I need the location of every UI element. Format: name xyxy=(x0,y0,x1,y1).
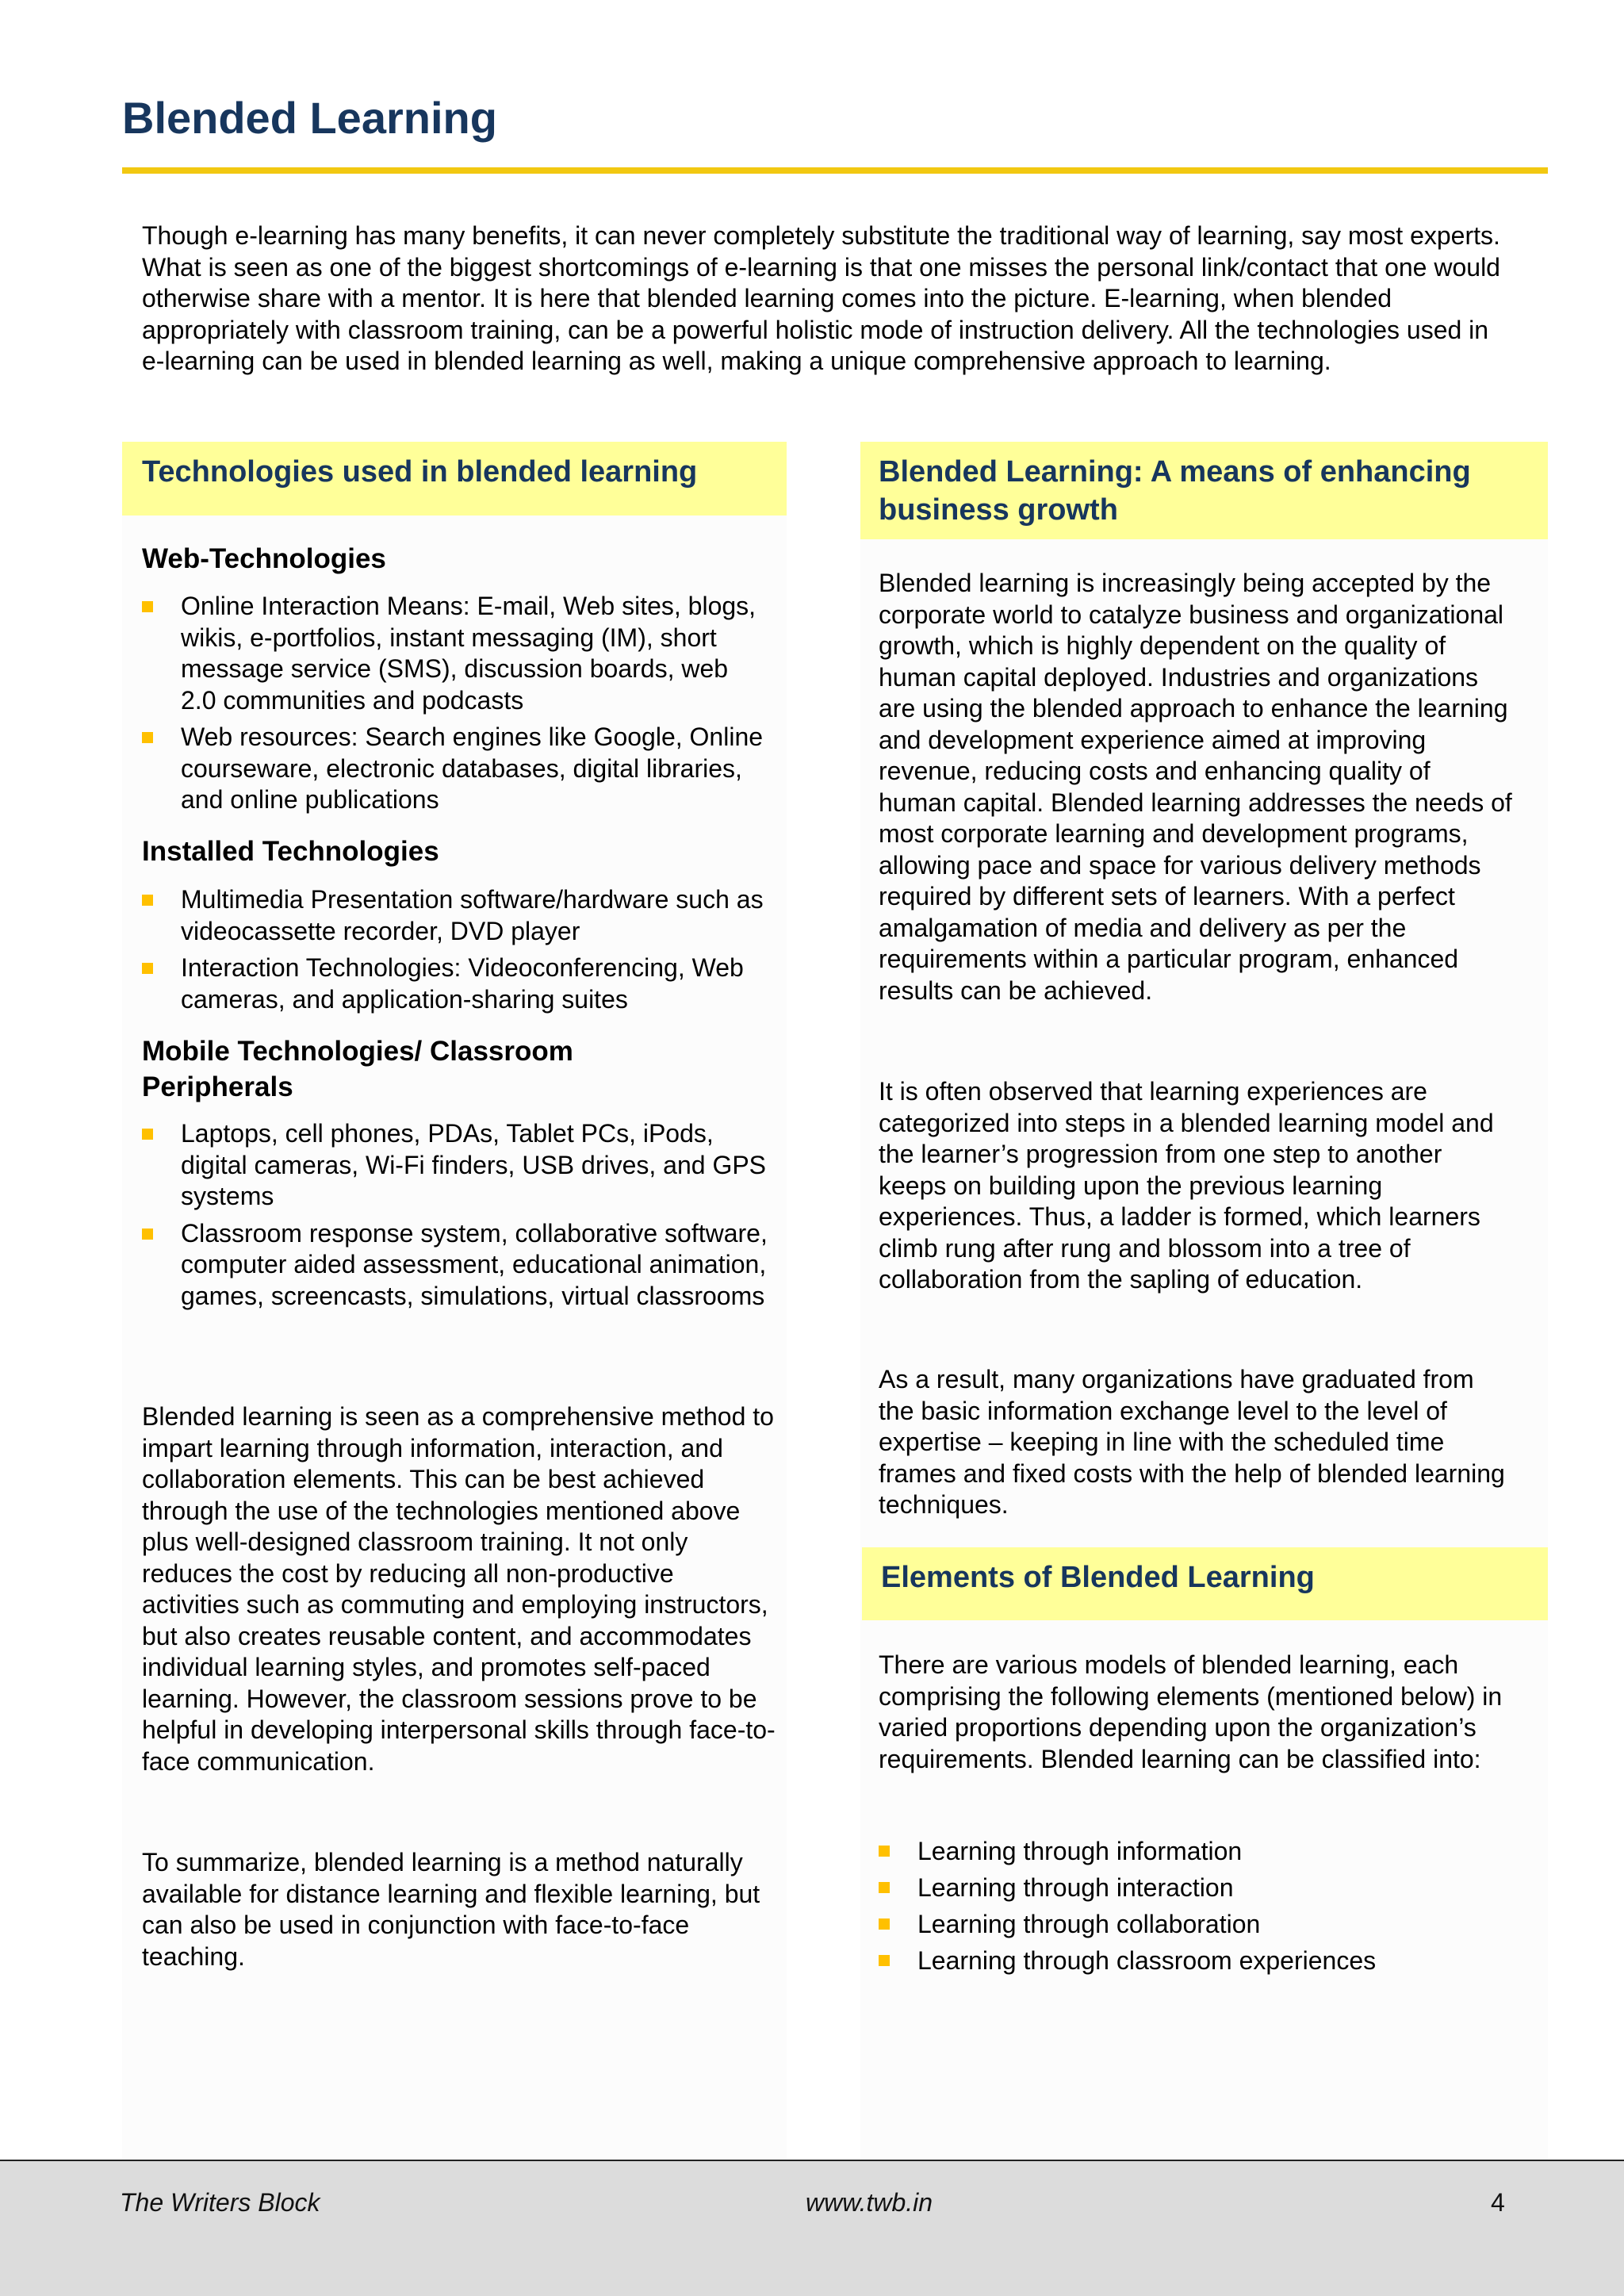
right-paragraph-3: As a result, many organizations have graduated from the basic information exchange level to the level of expertise – keeping in line with the scheduled time frames and fixed costs with the help of blended learning techniques. xyxy=(879,1365,1505,1519)
intro-paragraph: Though e-learning has many benefits, it can never completely substitute the traditional way of learning, say most experts. What is seen as one of the biggest shortcomings of e-learning is that one misses the personal link/contact that one would otherwise share with a mentor. It is here that blended learning comes into the picture. E-learning, when blended appropriately with classroom training, can be a powerful holistic mode of instruction delivery. All the technologies used in e-learning can be used in blended learning as well, making a unique comprehensive approach to learning. xyxy=(142,221,1500,375)
bullet-icon xyxy=(142,1228,153,1240)
list-item-text: Web resources: Search engines like Google, Online courseware, electronic databases, digital libraries, and online publications xyxy=(181,723,764,814)
elements-list xyxy=(879,1833,1513,1979)
right-paragraph-1: Blended learning is increasingly being accepted by the corporate world to catalyze business and organizational growth, which is highly dependent on the quality of human capital deployed. Industries and organizations are using the blended approach to enhance the learning and development experience aimed at improving revenue, reducing costs and enhancing quality of human capital. Blended learning addresses the needs of most corporate learning and development programs, allowing pace and space for various delivery methods required by different sets of learners. With a perfect amalgamation of media and delivery as per the requirements within a particular program, enhanced results can be achieved. xyxy=(879,569,1512,1005)
list-item-text: Learning through classroom experiences xyxy=(917,1946,1377,1975)
bullet-icon xyxy=(879,1882,890,1893)
right-section-heading-1 xyxy=(860,442,1548,539)
list-item-text: Online Interaction Means: E-mail, Web sites, blogs, wikis, e-portfolios, instant messaging (IM), short message service (SMS), discussion boards, web 2.0 communities and podcasts xyxy=(181,592,756,715)
bullet-icon xyxy=(879,1955,890,1966)
elements-intro-paragraph: There are various models of blended learning, each comprising the following elements (mentioned below) in varied proportions depending upon the organization’s requirements. Blended learning can be classified into: xyxy=(879,1650,1503,1773)
list-item-text: Learning through collaboration xyxy=(917,1910,1261,1938)
right-section-heading-2-text: Elements of Blended Learning xyxy=(881,1561,1315,1594)
bullet-icon xyxy=(142,895,153,906)
web-technologies-list xyxy=(142,591,768,816)
left-paragraph-1: Blended learning is seen as a comprehensive method to impart learning through information, interaction, and collaboration elements. This can be best achieved through the use of the technologies mentioned above plus well-designed classroom training. It not only reduces the cost by reducing all non-productive activities such as commuting and employing instructors, but also creates reusable content, and accommodates individual learning styles, and promotes self-paced learning. However, the classroom sessions prove to be helpful in developing interpersonal skills through face-to-face communication. xyxy=(142,1402,776,1776)
list-item-text: Learning through interaction xyxy=(917,1873,1234,1902)
list-item xyxy=(879,1942,1513,1979)
page-title: Blended Learning xyxy=(122,93,497,143)
bullet-icon xyxy=(142,963,153,974)
list-item-text: Interaction Technologies: Videoconferencing, Web cameras, and application-sharing suites xyxy=(181,953,744,1014)
list-item xyxy=(142,953,768,1015)
installed-technologies-heading: Installed Technologies xyxy=(142,836,439,867)
bullet-icon xyxy=(879,1918,890,1930)
list-item xyxy=(142,884,768,947)
page-footer xyxy=(0,2160,1624,2296)
list-item xyxy=(879,1833,1513,1869)
bullet-icon xyxy=(142,732,153,743)
list-item xyxy=(142,1118,768,1213)
list-item-text: Learning through information xyxy=(917,1837,1243,1865)
footer-website-link[interactable]: www.twb.in xyxy=(806,2188,933,2217)
right-paragraph-2: It is often observed that learning experiences are categorized into steps in a blended learning model and the learner’s progression from one step to another keeps on building upon the previous learning experiences. Thus, a ladder is formed, which learners climb rung after rung and blossom into a tree of collaboration from the sapling of education. xyxy=(879,1077,1494,1294)
left-section-heading xyxy=(122,442,787,516)
list-item xyxy=(142,591,768,716)
web-technologies-heading: Web-Technologies xyxy=(142,543,386,574)
list-item xyxy=(879,1906,1513,1942)
mobile-technologies-heading: Mobile Technologies/ Classroom Peripherals xyxy=(142,1036,573,1102)
right-section-heading-2 xyxy=(862,1547,1548,1620)
footer-company: The Writers Block xyxy=(120,2188,320,2217)
list-item xyxy=(879,1869,1513,1906)
title-underline xyxy=(122,167,1548,174)
list-item-text: Multimedia Presentation software/hardware such as videocassette recorder, DVD player xyxy=(181,885,764,945)
list-item xyxy=(142,722,768,816)
list-item-text: Laptops, cell phones, PDAs, Tablet PCs, iPods, digital cameras, Wi-Fi finders, USB drives, and GPS systems xyxy=(181,1119,767,1210)
list-item xyxy=(142,1218,768,1313)
right-section-heading-1-text: Blended Learning: A means of enhancing business growth xyxy=(879,455,1471,527)
left-paragraph-2: To summarize, blended learning is a method naturally available for distance learning and flexible learning, but can also be used in conjunction with face-to-face teaching. xyxy=(142,1848,760,1971)
bullet-icon xyxy=(142,1129,153,1140)
installed-technologies-list xyxy=(142,884,768,1015)
list-item-text: Classroom response system, collaborative software, computer aided assessment, educational animation, games, screencasts, simulations, virtual classrooms xyxy=(181,1218,768,1310)
bullet-icon xyxy=(142,601,153,612)
bullet-icon xyxy=(879,1846,890,1857)
left-section-heading-text: Technologies used in blended learning xyxy=(142,455,698,489)
mobile-technologies-list xyxy=(142,1118,768,1312)
page-number: 4 xyxy=(1491,2188,1505,2217)
